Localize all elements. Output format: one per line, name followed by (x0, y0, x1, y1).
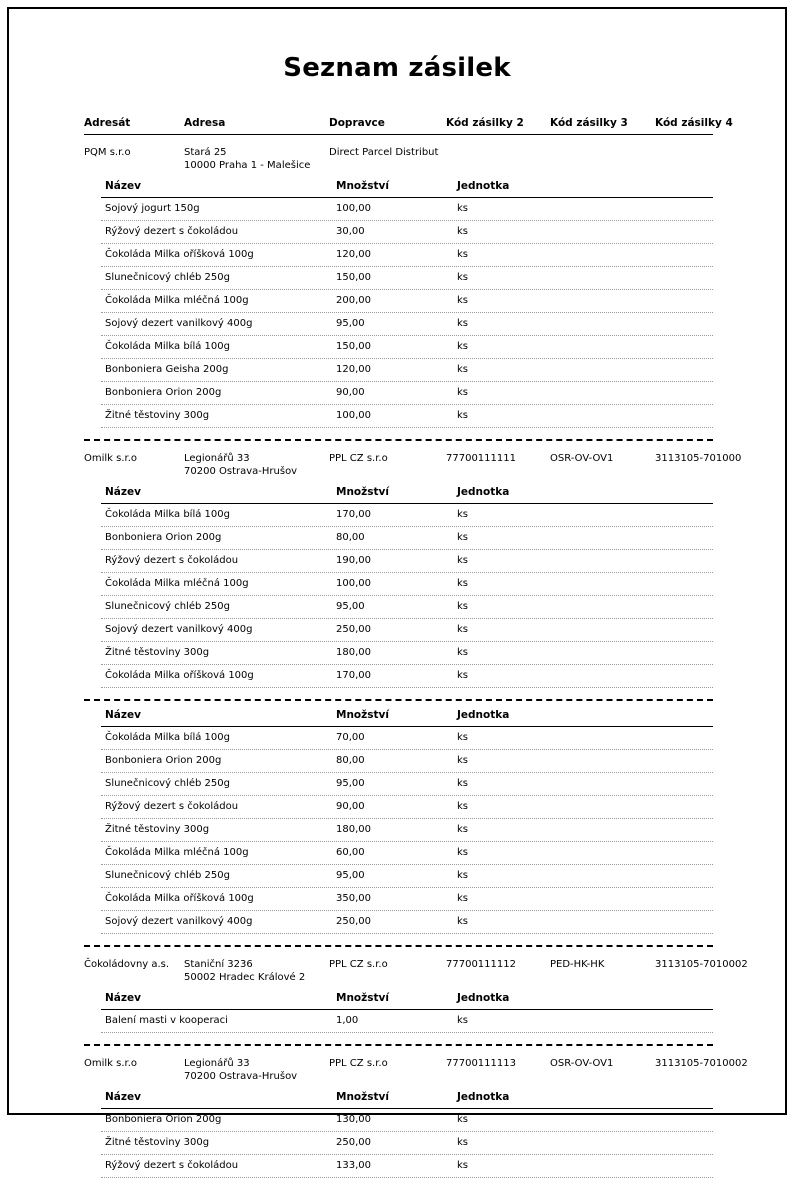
shipment-section (84, 146, 774, 428)
item-name: Balení masti v kooperaci (105, 1015, 228, 1026)
item-name: Bonboniera Geisha 200g (105, 364, 229, 375)
item-row (101, 290, 713, 313)
item-unit: ks (457, 1137, 469, 1148)
item-quantity: 120,00 (336, 249, 371, 260)
item-name: Rýžový dezert s čokoládou (105, 1160, 239, 1171)
item-quantity: 30,00 (336, 226, 365, 237)
item-quantity: 100,00 (336, 578, 371, 589)
item-row (101, 504, 713, 527)
item-row (101, 573, 713, 596)
item-unit: ks (457, 555, 469, 566)
item-name: Slunečnicový chléb 250g (105, 778, 230, 789)
item-unit: ks (457, 295, 469, 306)
items-rows (101, 198, 713, 428)
items-column-quantity: Množství (336, 709, 389, 721)
item-quantity: 250,00 (336, 624, 371, 635)
items-rows (101, 727, 713, 934)
item-name: Bonboniera Orion 200g (105, 532, 222, 543)
item-quantity: 95,00 (336, 870, 365, 881)
items-table (101, 483, 713, 688)
items-rows (101, 504, 713, 688)
section-separator (84, 699, 713, 701)
item-unit: ks (457, 647, 469, 658)
addressee-name: Čokoládovny a.s. (84, 959, 170, 970)
item-unit: ks (457, 341, 469, 352)
item-unit: ks (457, 387, 469, 398)
item-quantity: 250,00 (336, 916, 371, 927)
addressee-name: Omilk s.r.o (84, 453, 138, 464)
items-column-name: Název (105, 709, 141, 721)
shipment-code-3: OSR-OV-OV1 (550, 453, 614, 464)
item-row (101, 1109, 713, 1132)
item-quantity: 100,00 (336, 410, 371, 421)
item-unit: ks (457, 670, 469, 681)
item-unit: ks (457, 249, 469, 260)
column-header-shipment-code-4: Kód zásilky 4 (655, 117, 733, 129)
item-row (101, 750, 713, 773)
item-row (101, 665, 713, 688)
shipment-code-2: 77700111113 (446, 1058, 516, 1069)
item-row (101, 267, 713, 290)
column-header-shipment-code-2: Kód zásilky 2 (446, 117, 524, 129)
item-unit: ks (457, 601, 469, 612)
item-name: Žitné těstoviny 300g (105, 647, 210, 658)
item-quantity: 90,00 (336, 801, 365, 812)
items-rows (101, 1010, 713, 1033)
item-row (101, 642, 713, 665)
carrier-name: PPL CZ s.r.o (329, 1058, 388, 1069)
item-row (101, 1132, 713, 1155)
items-column-unit: Jednotka (457, 180, 510, 192)
shipment-header-row (84, 958, 774, 984)
item-name: Bonboniera Orion 200g (105, 1114, 222, 1125)
items-column-unit: Jednotka (457, 992, 510, 1004)
items-column-quantity: Množství (336, 992, 389, 1004)
item-row (101, 244, 713, 267)
item-row (101, 405, 713, 428)
items-column-unit: Jednotka (457, 1091, 510, 1103)
item-row (101, 1010, 713, 1033)
item-name: Slunečnicový chléb 250g (105, 870, 230, 881)
item-name: Rýžový dezert s čokoládou (105, 801, 239, 812)
item-unit: ks (457, 778, 469, 789)
item-quantity: 180,00 (336, 647, 371, 658)
addressee-address (184, 958, 329, 984)
item-name: Bonboniera Orion 200g (105, 387, 222, 398)
page-title: Seznam zásilek (283, 53, 511, 83)
item-quantity: 80,00 (336, 532, 365, 543)
carrier-name: PPL CZ s.r.o (329, 453, 388, 464)
items-column-quantity: Množství (336, 180, 389, 192)
item-row (101, 888, 713, 911)
item-quantity: 120,00 (336, 364, 371, 375)
item-unit: ks (457, 532, 469, 543)
item-quantity: 95,00 (336, 778, 365, 789)
addressee-name: PQM s.r.o (84, 147, 131, 158)
shipment-header-row (84, 146, 774, 172)
item-unit: ks (457, 916, 469, 927)
item-row (101, 550, 713, 573)
item-name: Žitné těstoviny 300g (105, 410, 210, 421)
address-line-1: Staniční 3236 (184, 959, 253, 970)
items-header-row (101, 1088, 713, 1109)
item-name: Sojový jogurt 150g (105, 203, 200, 214)
item-quantity: 80,00 (336, 755, 365, 766)
item-row (101, 313, 713, 336)
items-column-unit: Jednotka (457, 486, 510, 498)
item-name: Čokoláda Milka oříšková 100g (105, 893, 254, 904)
item-row (101, 198, 713, 221)
item-name: Slunečnicový chléb 250g (105, 272, 230, 283)
table-header-rule (84, 134, 713, 135)
items-column-quantity: Množství (336, 486, 389, 498)
item-unit: ks (457, 824, 469, 835)
items-rows (101, 1109, 713, 1178)
item-unit: ks (457, 578, 469, 589)
addressee-address (184, 1057, 329, 1083)
items-column-name: Název (105, 992, 141, 1004)
section-separator (84, 1044, 713, 1046)
item-name: Slunečnicový chléb 250g (105, 601, 230, 612)
item-name: Čokoláda Milka mléčná 100g (105, 847, 249, 858)
item-name: Čokoláda Milka bílá 100g (105, 341, 230, 352)
item-name: Čokoláda Milka oříšková 100g (105, 249, 254, 260)
item-quantity: 200,00 (336, 295, 371, 306)
carrier-name: Direct Parcel Distribut (329, 147, 439, 158)
item-quantity: 170,00 (336, 509, 371, 520)
item-name: Čokoláda Milka mléčná 100g (105, 578, 249, 589)
column-header-addressee: Adresát (84, 117, 131, 129)
item-quantity: 250,00 (336, 1137, 371, 1148)
item-quantity: 60,00 (336, 847, 365, 858)
report-page (7, 7, 787, 1171)
shipment-section (84, 1044, 774, 1178)
shipment-code-4: 3113105-7010002 (655, 959, 748, 970)
item-row (101, 796, 713, 819)
items-column-name: Název (105, 486, 141, 498)
item-row (101, 596, 713, 619)
column-header-shipment-code-3: Kód zásilky 3 (550, 117, 628, 129)
item-unit: ks (457, 732, 469, 743)
report-body (84, 117, 774, 1178)
carrier-name: PPL CZ s.r.o (329, 959, 388, 970)
item-name: Sojový dezert vanilkový 400g (105, 624, 253, 635)
item-row (101, 819, 713, 842)
item-unit: ks (457, 410, 469, 421)
address-line-2: 70200 Ostrava-Hrušov (184, 1071, 298, 1082)
item-quantity: 95,00 (336, 601, 365, 612)
shipment-section (84, 439, 774, 688)
item-unit: ks (457, 801, 469, 812)
item-quantity: 70,00 (336, 732, 365, 743)
item-unit: ks (457, 318, 469, 329)
items-table (101, 706, 713, 934)
item-name: Sojový dezert vanilkový 400g (105, 318, 253, 329)
shipment-section (84, 699, 774, 934)
item-unit: ks (457, 1160, 469, 1171)
table-header-row (84, 117, 774, 130)
shipment-code-3: PED-HK-HK (550, 959, 605, 970)
items-header-row (101, 989, 713, 1010)
item-quantity: 95,00 (336, 318, 365, 329)
item-row (101, 382, 713, 405)
section-separator (84, 945, 713, 947)
shipment-section (84, 945, 774, 1033)
address-line-1: Legionářů 33 (184, 453, 250, 464)
item-row (101, 359, 713, 382)
item-name: Čokoláda Milka mléčná 100g (105, 295, 249, 306)
item-quantity: 350,00 (336, 893, 371, 904)
item-quantity: 190,00 (336, 555, 371, 566)
item-name: Čokoláda Milka bílá 100g (105, 732, 230, 743)
items-column-name: Název (105, 1091, 141, 1103)
item-unit: ks (457, 755, 469, 766)
item-quantity: 150,00 (336, 341, 371, 352)
shipment-header-row (84, 1057, 774, 1083)
item-row (101, 773, 713, 796)
section-separator (84, 439, 713, 441)
items-table (101, 177, 713, 428)
address-line-1: Stará 25 (184, 147, 227, 158)
item-unit: ks (457, 893, 469, 904)
item-row (101, 1155, 713, 1178)
item-name: Rýžový dezert s čokoládou (105, 226, 239, 237)
item-unit: ks (457, 1015, 469, 1026)
item-unit: ks (457, 624, 469, 635)
shipment-sections (84, 146, 774, 1178)
column-header-address: Adresa (184, 117, 226, 129)
item-quantity: 90,00 (336, 387, 365, 398)
item-row (101, 842, 713, 865)
item-quantity: 180,00 (336, 824, 371, 835)
item-quantity: 150,00 (336, 272, 371, 283)
item-unit: ks (457, 364, 469, 375)
items-column-quantity: Množství (336, 1091, 389, 1103)
item-quantity: 133,00 (336, 1160, 371, 1171)
item-row (101, 619, 713, 642)
addressee-address (184, 452, 329, 478)
item-name: Žitné těstoviny 300g (105, 1137, 210, 1148)
item-name: Bonboniera Orion 200g (105, 755, 222, 766)
item-quantity: 130,00 (336, 1114, 371, 1125)
item-unit: ks (457, 203, 469, 214)
address-line-2: 70200 Ostrava-Hrušov (184, 466, 298, 477)
item-unit: ks (457, 272, 469, 283)
item-row (101, 221, 713, 244)
items-header-row (101, 177, 713, 198)
items-header-row (101, 706, 713, 727)
items-table (101, 989, 713, 1033)
item-name: Čokoláda Milka bílá 100g (105, 509, 230, 520)
address-line-2: 10000 Praha 1 - Malešice (184, 160, 311, 171)
item-unit: ks (457, 1114, 469, 1125)
item-name: Rýžový dezert s čokoládou (105, 555, 239, 566)
shipment-code-4: 3113105-701000 (655, 453, 742, 464)
item-quantity: 1,00 (336, 1015, 359, 1026)
shipment-code-4: 3113105-7010002 (655, 1058, 748, 1069)
item-unit: ks (457, 847, 469, 858)
item-name: Sojový dezert vanilkový 400g (105, 916, 253, 927)
address-line-1: Legionářů 33 (184, 1058, 250, 1069)
items-header-row (101, 483, 713, 504)
items-column-name: Název (105, 180, 141, 192)
item-quantity: 100,00 (336, 203, 371, 214)
items-table (101, 1088, 713, 1178)
item-row (101, 727, 713, 750)
item-quantity: 170,00 (336, 670, 371, 681)
addressee-address (184, 146, 329, 172)
item-row (101, 527, 713, 550)
shipment-code-2: 77700111112 (446, 959, 516, 970)
addressee-name: Omilk s.r.o (84, 1058, 138, 1069)
item-row (101, 911, 713, 934)
item-unit: ks (457, 509, 469, 520)
items-column-unit: Jednotka (457, 709, 510, 721)
item-unit: ks (457, 226, 469, 237)
shipment-header-row (84, 452, 774, 478)
shipment-code-2: 77700111111 (446, 453, 516, 464)
item-name: Čokoláda Milka oříšková 100g (105, 670, 254, 681)
item-row (101, 865, 713, 888)
item-unit: ks (457, 870, 469, 881)
column-header-carrier: Dopravce (329, 117, 385, 129)
shipment-code-3: OSR-OV-OV1 (550, 1058, 614, 1069)
address-line-2: 50002 Hradec Králové 2 (184, 972, 306, 983)
item-row (101, 336, 713, 359)
item-name: Žitné těstoviny 300g (105, 824, 210, 835)
